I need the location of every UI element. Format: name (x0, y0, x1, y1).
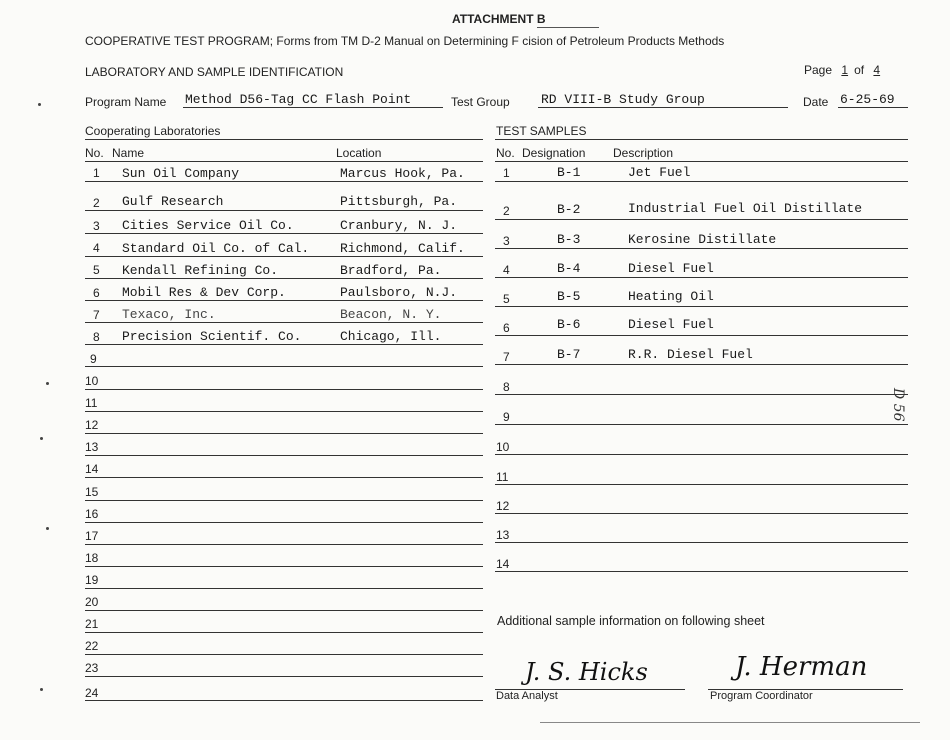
sample-no: 6 (503, 321, 510, 335)
page-total: 4 (873, 63, 881, 77)
row-line (495, 306, 908, 307)
date-label: Date (803, 95, 829, 109)
sample-no: 3 (503, 234, 510, 248)
row-line (85, 322, 483, 323)
test-group-value: RD VIII-B Study Group (541, 92, 705, 107)
sample-description: Jet Fuel (628, 165, 691, 180)
lab-no: 17 (85, 529, 99, 543)
coordinator-label: Program Coordinator (710, 690, 813, 702)
row-line (85, 344, 483, 345)
labs-col-no: No. (85, 146, 104, 160)
lab-location: Cranbury, N. J. (340, 218, 458, 233)
row-line (85, 566, 483, 567)
row-line (85, 210, 483, 211)
lab-no: 21 (85, 617, 99, 631)
sample-description: Heating Oil (628, 289, 714, 304)
program-name-label: Program Name (85, 95, 167, 109)
row-line (495, 424, 908, 425)
row-line (495, 513, 908, 514)
lab-no: 5 (93, 263, 100, 277)
labs-col-location: Location (336, 146, 382, 160)
lab-name: Texaco, Inc. (122, 307, 216, 322)
lab-no: 13 (85, 440, 99, 454)
row-line (495, 454, 908, 455)
additional-info-note: Additional sample information on following sheet (497, 614, 765, 628)
scan-speck (46, 382, 49, 385)
labs-header-line (85, 161, 483, 162)
lab-location: Bradford, Pa. (340, 263, 442, 278)
lab-no: 20 (85, 595, 99, 609)
row-line (85, 588, 483, 589)
row-line (495, 364, 908, 365)
sample-no: 1 (503, 166, 510, 180)
lab-name: Gulf Research (122, 194, 224, 209)
lab-no: 22 (85, 639, 99, 653)
sample-no: 5 (503, 292, 510, 306)
sample-no: 13 (496, 528, 510, 542)
lab-no: 24 (85, 686, 99, 700)
row-line (495, 542, 908, 543)
lab-name: Cities Service Oil Co. (122, 218, 294, 233)
row-line (85, 477, 483, 478)
scan-speck (40, 688, 43, 691)
row-line (495, 219, 908, 220)
margin-note: D 56 (890, 388, 906, 422)
row-line (85, 522, 483, 523)
sample-description: Diesel Fuel (628, 317, 714, 332)
lab-name: Precision Scientif. Co. (122, 329, 302, 344)
lab-name: Standard Oil Co. of Cal. (122, 241, 310, 256)
scan-speck (40, 437, 43, 440)
sample-description: R.R. Diesel Fuel (628, 347, 753, 362)
date-value: 6-25-69 (840, 92, 895, 107)
sample-no: 12 (496, 499, 510, 513)
lab-no: 8 (93, 330, 100, 344)
labs-section-title: Cooperating Laboratories (85, 124, 221, 138)
bottom-scan-line (540, 722, 920, 723)
sample-no: 7 (503, 350, 510, 364)
row-line (85, 676, 483, 677)
labs-col-name: Name (112, 146, 145, 160)
scan-speck (38, 103, 41, 106)
row-line (85, 181, 483, 182)
labs-section-line (85, 139, 483, 140)
lab-location: Pittsburgh, Pa. (340, 194, 458, 209)
sample-designation: B-4 (557, 261, 581, 276)
lab-no: 2 (93, 196, 100, 210)
sample-no: 9 (503, 410, 510, 424)
row-line (495, 484, 908, 485)
row-line (85, 389, 483, 390)
sample-designation: B-3 (557, 232, 581, 247)
lab-no: 15 (85, 485, 99, 499)
samples-col-no: No. (496, 146, 515, 160)
test-group-line (538, 107, 788, 108)
samples-col-designation: Designation (522, 146, 586, 160)
coordinator-signature: J. Herman (735, 652, 868, 682)
lab-location: Richmond, Calif. (340, 241, 465, 256)
attachment-title: ATTACHMENT B (452, 12, 546, 26)
row-line (85, 411, 483, 412)
samples-col-description: Description (613, 146, 674, 160)
program-name-value: Method D56-Tag CC Flash Point (185, 92, 412, 107)
sample-designation: B-6 (557, 317, 581, 332)
row-line (85, 366, 483, 367)
row-line (85, 256, 483, 257)
lab-no: 1 (93, 166, 100, 180)
date-line (838, 107, 908, 108)
header-form-title: COOPERATIVE TEST PROGRAM; Forms from TM D-2 Manual on Determining F cision of Petroleum Products Methods (85, 34, 725, 48)
lab-no: 11 (85, 396, 98, 410)
row-line (495, 181, 908, 182)
lab-location: Paulsboro, N.J. (340, 285, 458, 300)
samples-section-title: TEST SAMPLES (496, 124, 587, 138)
lab-name: Mobil Res & Dev Corp. (122, 285, 286, 300)
row-line (85, 433, 483, 434)
row-line (495, 277, 908, 278)
page-label: Page (804, 63, 833, 77)
row-line (495, 248, 908, 249)
sample-no: 10 (496, 440, 510, 454)
sample-designation: B-7 (557, 347, 581, 362)
sample-description: Kerosine Distillate (628, 232, 777, 247)
samples-section-line (495, 139, 908, 140)
lab-location: Beacon, N. Y. (340, 307, 442, 322)
lab-location: Chicago, Ill. (340, 329, 442, 344)
lab-no: 9 (90, 352, 97, 366)
analyst-signature: J. S. Hicks (525, 658, 648, 686)
row-line (85, 632, 483, 633)
row-line (495, 394, 908, 395)
sample-description: Diesel Fuel (628, 261, 714, 276)
row-line (85, 700, 483, 701)
lab-no: 12 (85, 418, 99, 432)
sample-no: 2 (503, 204, 510, 218)
lab-no: 10 (85, 374, 99, 388)
page-indicator (804, 63, 886, 77)
lab-no: 4 (93, 241, 100, 255)
row-line (85, 300, 483, 301)
row-line (85, 455, 483, 456)
lab-name: Kendall Refining Co. (122, 263, 279, 278)
row-line (495, 335, 908, 336)
sample-designation: B-1 (557, 165, 581, 180)
sample-no: 14 (496, 557, 510, 571)
sample-no: 11 (496, 470, 509, 484)
lab-no: 18 (85, 551, 99, 565)
lab-no: 7 (93, 308, 100, 322)
sample-designation: B-5 (557, 289, 581, 304)
header-lab-sample-id: LABORATORY AND SAMPLE IDENTIFICATION (85, 65, 344, 79)
lab-location: Marcus Hook, Pa. (340, 166, 465, 181)
lab-name: Sun Oil Company (122, 166, 240, 181)
attachment-underline (537, 27, 599, 28)
row-line (85, 544, 483, 545)
row-line (85, 654, 483, 655)
row-line (85, 278, 483, 279)
page-number: 1 (841, 63, 849, 77)
sample-description: Industrial Fuel Oil Distillate (628, 201, 863, 216)
scan-speck (46, 527, 49, 530)
lab-no: 14 (85, 462, 99, 476)
row-line (85, 500, 483, 501)
program-name-line (183, 107, 443, 108)
lab-no: 19 (85, 573, 99, 587)
lab-no: 3 (93, 219, 100, 233)
analyst-label: Data Analyst (496, 690, 558, 702)
lab-no: 23 (85, 661, 99, 675)
row-line (495, 571, 908, 572)
row-line (85, 233, 483, 234)
lab-no: 16 (85, 507, 99, 521)
test-group-label: Test Group (451, 95, 510, 109)
sample-no: 4 (503, 263, 510, 277)
row-line (85, 610, 483, 611)
lab-no: 6 (93, 286, 100, 300)
sample-designation: B-2 (557, 202, 581, 217)
samples-header-line (495, 161, 908, 162)
sample-no: 8 (503, 380, 510, 394)
page-of-label: of (854, 63, 865, 77)
